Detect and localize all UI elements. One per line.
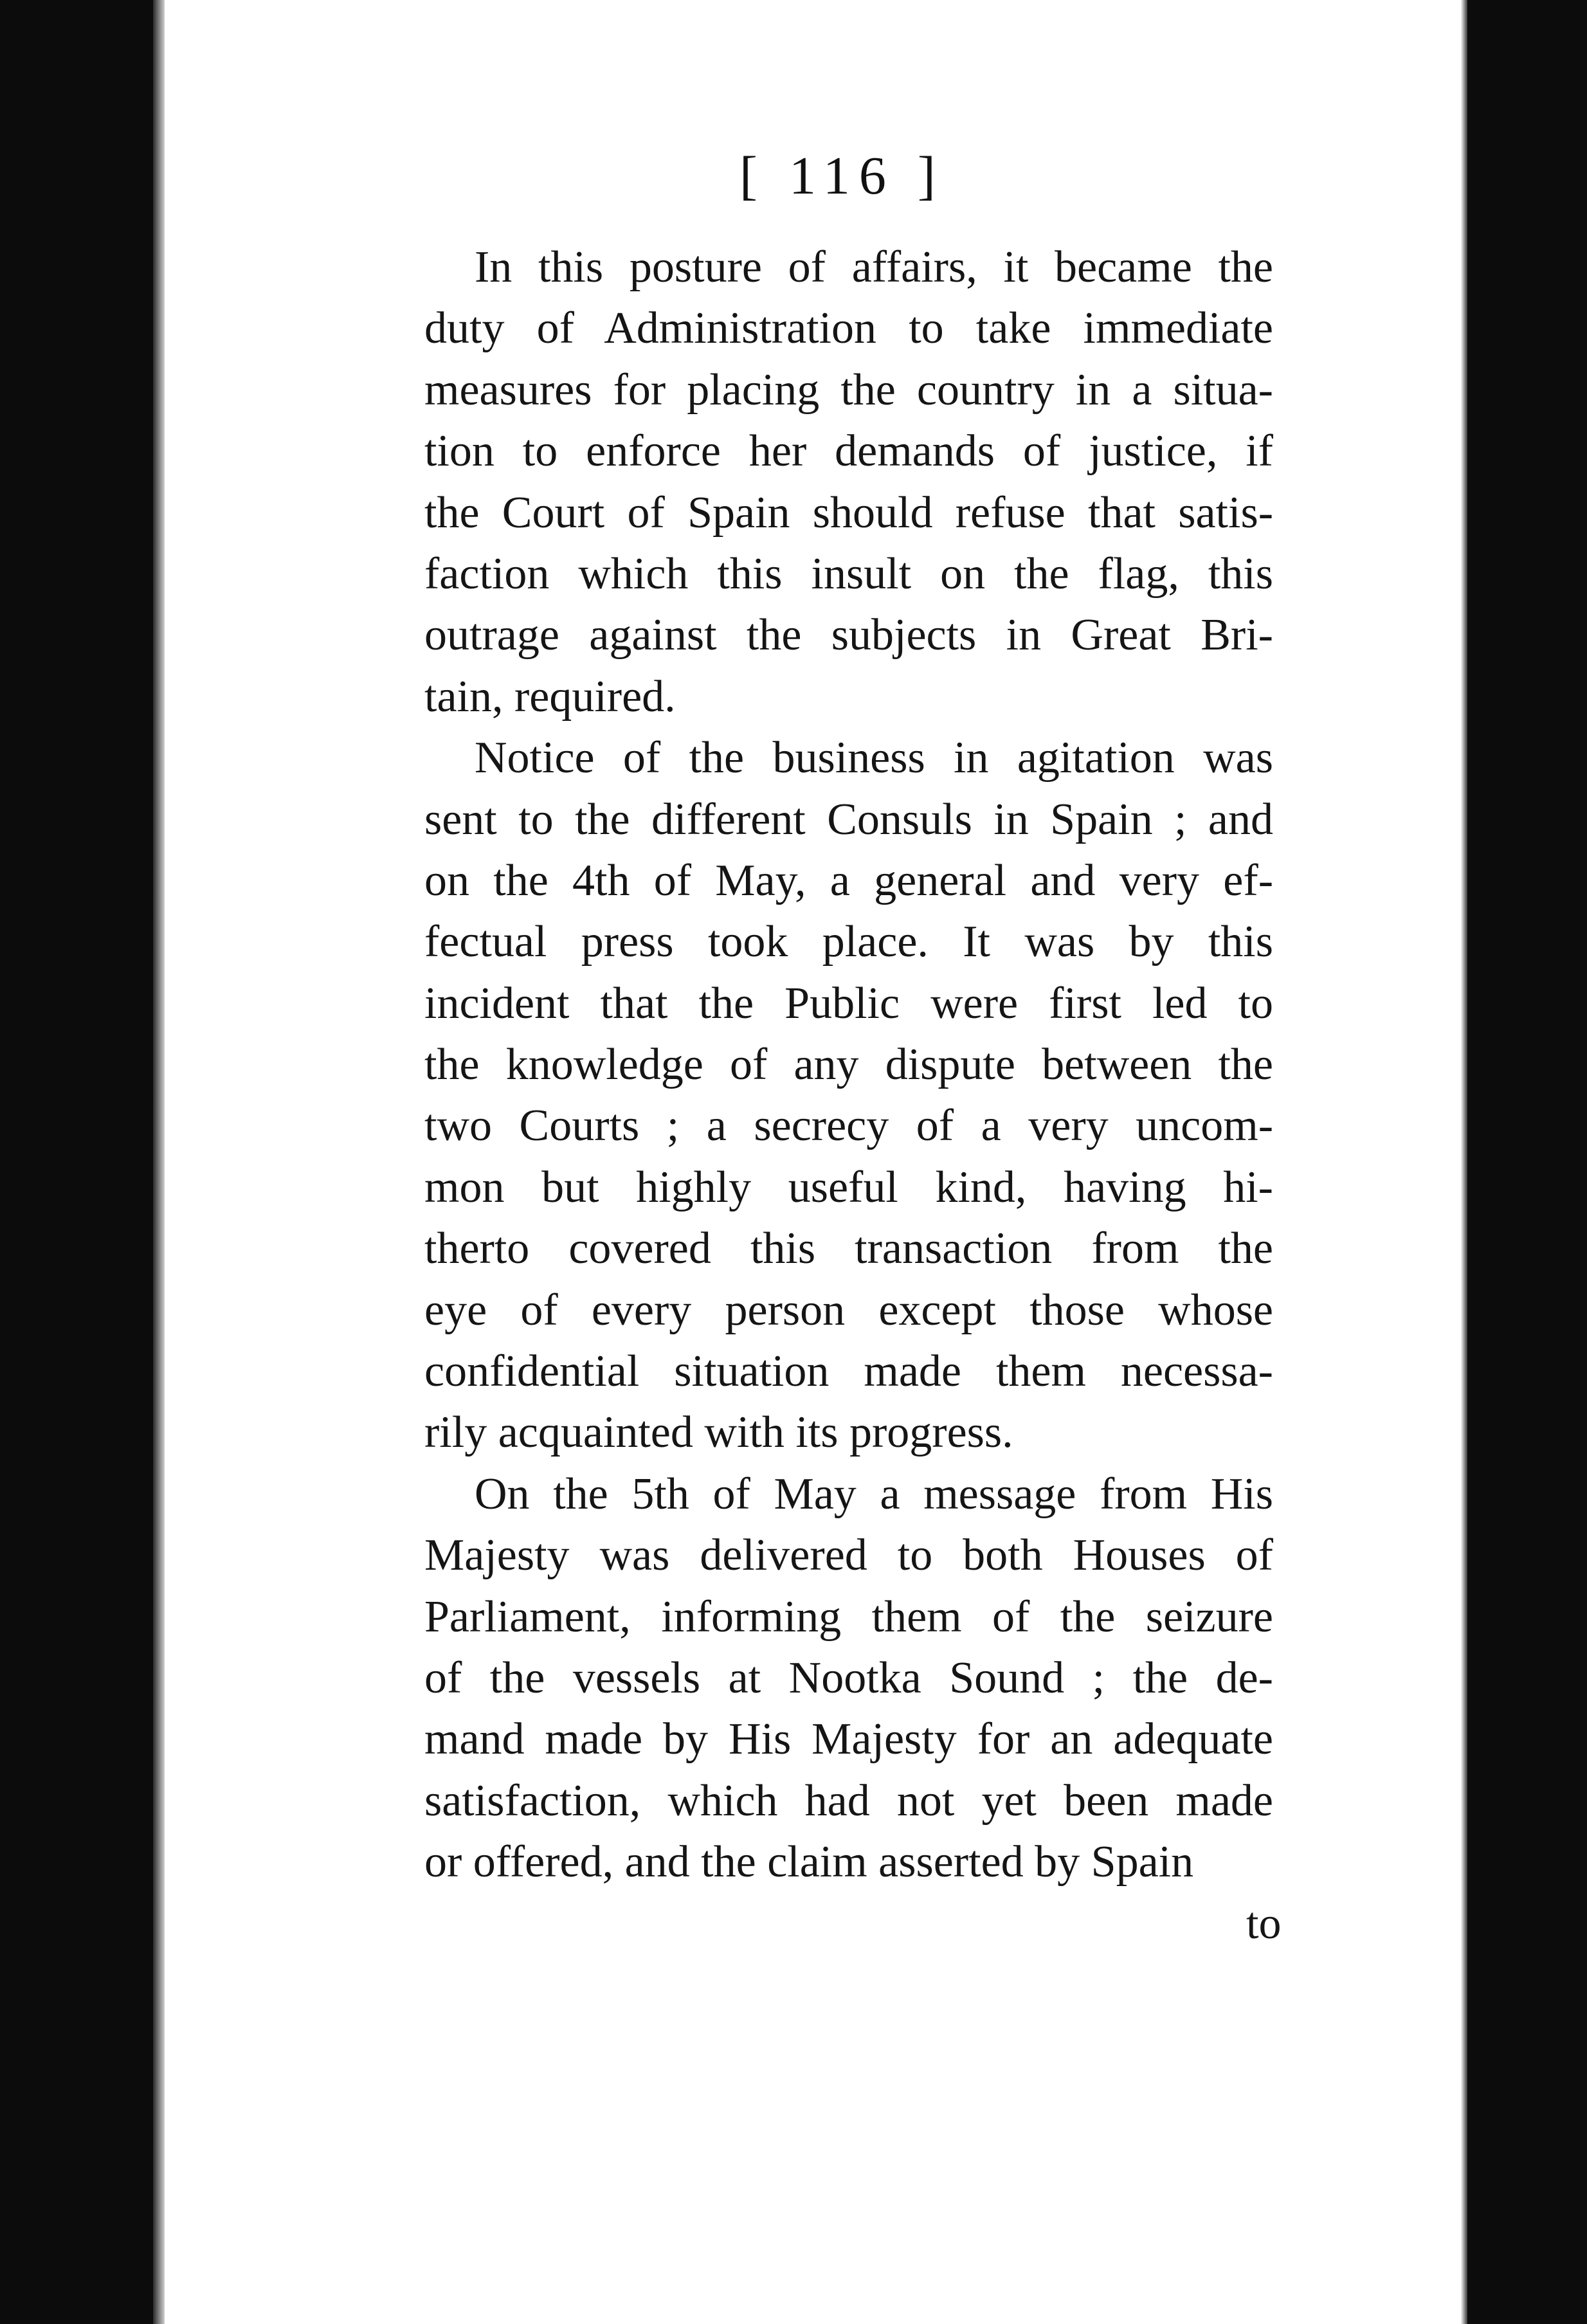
paragraph (424, 237, 1273, 727)
paragraph (424, 1464, 1273, 1893)
text-line: two Courts ; a secrecy of a very uncom- (424, 1101, 1273, 1151)
scan-edge-left (153, 0, 165, 2324)
text-line: eye of every person except those whose (424, 1285, 1273, 1335)
text-line: the knowledge of any dispute between the (424, 1040, 1273, 1090)
text-line: the Court of Spain should refuse that satis- (424, 487, 1273, 538)
body-text (424, 237, 1273, 1893)
text-line: duty of Administration to take immediate (424, 304, 1273, 354)
text-line: faction which this insult on the flag, this (424, 549, 1273, 599)
text-line: satisfaction, which had not yet been made (424, 1775, 1273, 1826)
text-line: rily acquainted with its progress. (424, 1408, 1013, 1458)
text-line: tain, required. (424, 671, 676, 722)
text-line: Notice of the business in agitation was (475, 733, 1273, 783)
catchword-block (1246, 1893, 1281, 1954)
text-line: therto covered this transaction from the (424, 1224, 1273, 1274)
text-line: measures for placing the country in a situa- (424, 365, 1273, 415)
text-line: outrage against the subjects in Great Bri- (424, 610, 1273, 660)
text-line: or offered, and the claim asserted by Spain (424, 1837, 1194, 1887)
scan-edge-right (1461, 0, 1467, 2324)
text-line: confidential situation made them necessa- (424, 1347, 1273, 1397)
text-line: sent to the different Consuls in Spain ; and (424, 794, 1273, 844)
paragraph (424, 727, 1273, 1464)
scan-border-left (0, 0, 153, 2324)
text-line: Majesty was delivered to both Houses of (424, 1530, 1273, 1581)
scan-border-right (1467, 0, 1587, 2324)
text-line: fectual press took place. It was by this (424, 917, 1273, 967)
text-line: mon but highly useful kind, having hi- (424, 1162, 1273, 1212)
text-line: Parliament, informing them of the seizure (424, 1592, 1273, 1642)
text-line: mand made by His Majesty for an adequate (424, 1714, 1273, 1765)
text-line: incident that the Public were first led to (424, 978, 1273, 1028)
page-number-header: [ 116 ] (739, 146, 945, 206)
text-line: On the 5th of May a message from His (475, 1469, 1273, 1519)
text-line: of the vessels at Nootka Sound ; the de- (424, 1653, 1273, 1703)
catchword: to (1246, 1898, 1282, 1948)
text-line: tion to enforce her demands of justice, if (424, 426, 1273, 477)
text-line: on the 4th of May, a general and very ef- (424, 855, 1273, 905)
text-line: In this posture of affairs, it became the (475, 242, 1273, 292)
